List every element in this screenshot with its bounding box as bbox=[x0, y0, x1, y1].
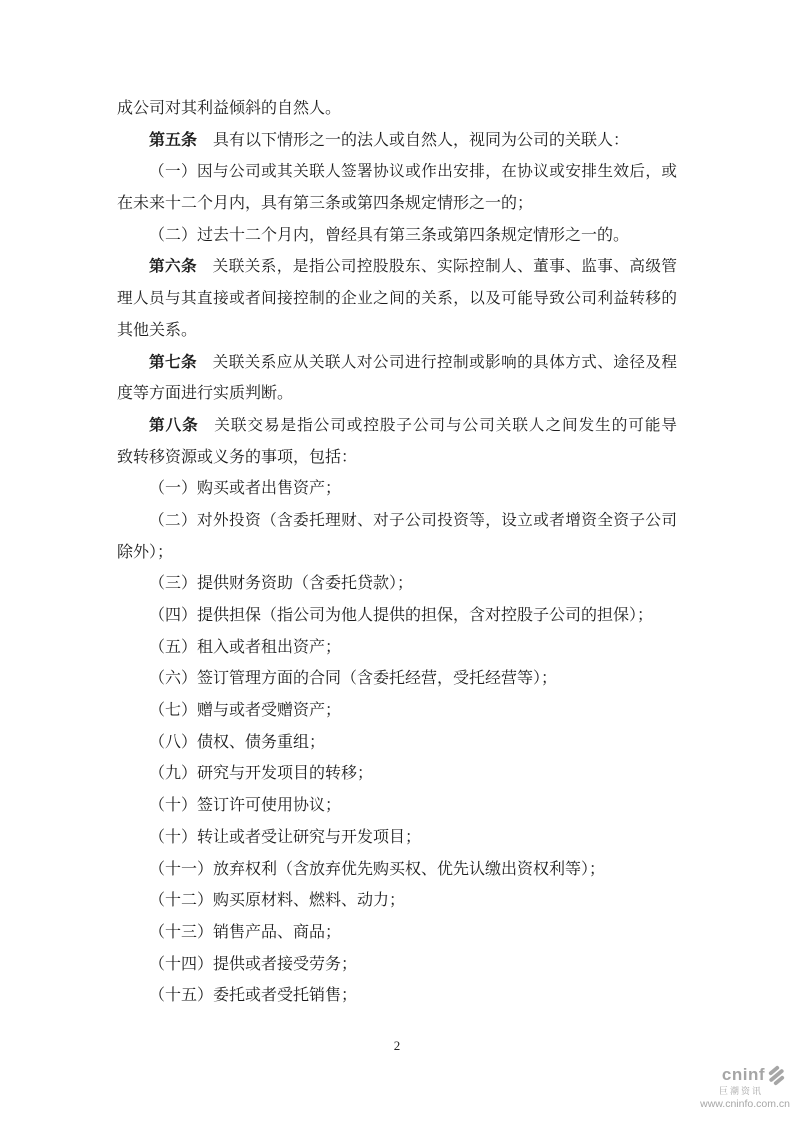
line-text: （十五）委托或者受托销售； bbox=[149, 987, 358, 1005]
line-text: （九）研究与开发项目的转移； bbox=[149, 765, 374, 783]
cninfo-brand-row bbox=[679, 1064, 791, 1086]
line-text: （六）签订管理方面的合同（含委托经营，受托经营等）； bbox=[149, 670, 558, 688]
cninfo-logo bbox=[679, 1064, 791, 1111]
article-number: 第五条 bbox=[149, 131, 198, 149]
text-line bbox=[117, 410, 677, 442]
text-line bbox=[117, 600, 677, 632]
text-line bbox=[117, 315, 677, 347]
line-text: （一）购买或者出售资产； bbox=[149, 480, 342, 498]
line-text: （五）租入或者租出资产； bbox=[149, 638, 342, 656]
text-line bbox=[117, 347, 677, 379]
text-line bbox=[117, 505, 677, 537]
text-line bbox=[117, 188, 677, 220]
line-text: 关联关系应从关联人对公司进行控制或影响的具体方式、途径及程 bbox=[212, 353, 677, 371]
text-line bbox=[117, 537, 677, 569]
line-text: （十）签订许可使用协议； bbox=[149, 797, 342, 815]
text-line bbox=[117, 442, 677, 474]
line-text: 除外）； bbox=[117, 543, 174, 561]
article-number: 第六条 bbox=[149, 258, 198, 276]
text-line bbox=[117, 568, 677, 600]
line-text: （三）提供财务资助（含委托贷款）； bbox=[149, 575, 414, 593]
text-line bbox=[117, 220, 677, 252]
text-line bbox=[117, 156, 677, 188]
line-text: 致转移资源或义务的事项，包括： bbox=[117, 448, 358, 466]
text-line bbox=[117, 885, 677, 917]
line-text: 关联交易是指公司或控股子公司与公司关联人之间发生的可能导 bbox=[214, 416, 677, 434]
cninfo-brand-text: cninf bbox=[721, 1065, 765, 1084]
text-line bbox=[117, 93, 677, 125]
line-text: 其他关系。 bbox=[117, 321, 198, 339]
line-text: （十三）销售产品、商品； bbox=[149, 923, 342, 941]
document-body bbox=[117, 93, 677, 1012]
text-line bbox=[117, 980, 677, 1012]
line-text: 理人员与其直接或者间接控制的企业之间的关系，以及可能导致公司利益转移的 bbox=[117, 290, 677, 308]
text-line bbox=[117, 632, 677, 664]
text-line bbox=[117, 727, 677, 759]
text-line bbox=[117, 822, 677, 854]
line-text: （十）转让或者受让研究与开发项目； bbox=[149, 828, 422, 846]
line-text: （二）过去十二个月内，曾经具有第三条或第四条规定情形之一的。 bbox=[149, 226, 630, 244]
line-text: 具有以下情形之一的法人或自然人，视同为公司的关联人： bbox=[213, 131, 630, 149]
text-line bbox=[117, 251, 677, 283]
line-text: （十一）放弃权利（含放弃优先购买权、优先认缴出资权利等）； bbox=[149, 860, 606, 878]
text-line bbox=[117, 758, 677, 790]
text-line bbox=[117, 917, 677, 949]
text-line bbox=[117, 125, 677, 157]
page-number: 2 bbox=[393, 1038, 401, 1053]
article-number: 第八条 bbox=[149, 416, 199, 434]
cninfo-swirl-icon bbox=[766, 1065, 787, 1086]
text-line bbox=[117, 473, 677, 505]
text-line bbox=[117, 949, 677, 981]
article-number: 第七条 bbox=[149, 353, 198, 371]
line-text: （七）赠与或者受赠资产； bbox=[149, 702, 342, 720]
line-text: 成公司对其利益倾斜的自然人。 bbox=[117, 100, 342, 117]
line-text: （二）对外投资（含委托理财、对子公司投资等，设立或者增资全资子公司 bbox=[149, 511, 677, 529]
line-text: 关联关系，是指公司控股股东、实际控制人、董事、监事、高级管 bbox=[212, 258, 677, 276]
text-line bbox=[117, 663, 677, 695]
cninfo-url: www.cninfo.com.cn bbox=[700, 1098, 790, 1110]
line-text: 在未来十二个月内，具有第三条或第四条规定情形之一的； bbox=[117, 195, 534, 213]
text-line bbox=[117, 790, 677, 822]
line-text: （十四）提供或者接受劳务； bbox=[149, 955, 358, 973]
text-line bbox=[117, 854, 677, 886]
line-text: （四）提供担保（指公司为他人提供的担保，含对控股子公司的担保）； bbox=[149, 607, 654, 624]
line-text: （八）债权、债务重组； bbox=[149, 733, 326, 751]
cninfo-brand-cn: 巨潮资讯 bbox=[718, 1086, 763, 1096]
line-text: （一）因与公司或其关联人签署协议或作出安排，在协议或安排生效后，或 bbox=[149, 163, 677, 181]
text-line bbox=[117, 283, 677, 315]
line-text: 度等方面进行实质判断。 bbox=[117, 385, 294, 403]
line-text: （十二）购买原材料、燃料、动力； bbox=[149, 892, 406, 910]
text-line bbox=[117, 378, 677, 410]
text-line bbox=[117, 695, 677, 727]
